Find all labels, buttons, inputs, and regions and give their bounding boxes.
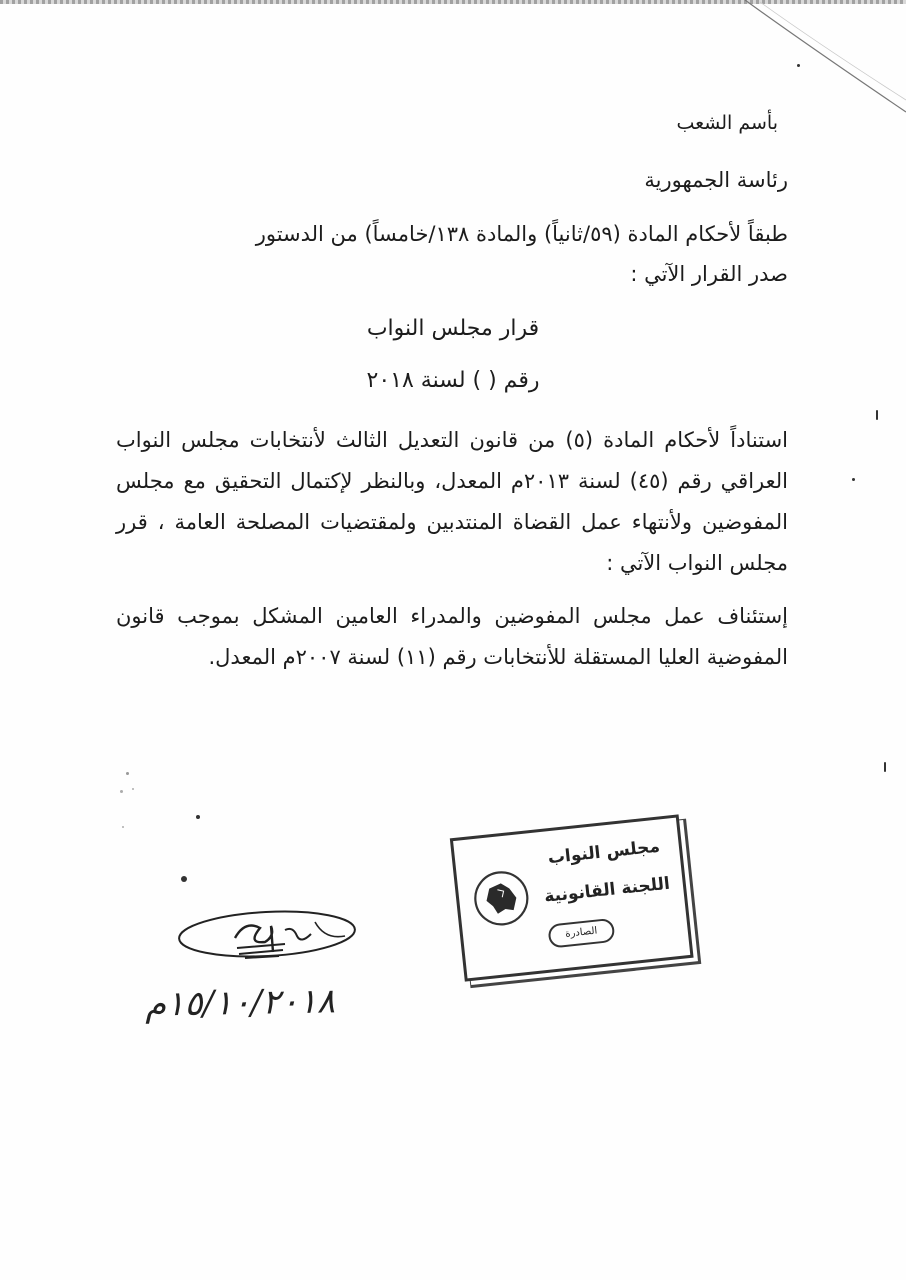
scan-speck <box>122 826 124 828</box>
issuer-heading: رئاسة الجمهورية <box>644 168 788 192</box>
paragraph-resolution: إستئناف عمل مجلس المفوضين والمدراء العامين المشكل بموجب قانون المفوضية العليا المستقلة للأنتخابات رقم (١١) لسنة ٢٠٠٧م المعدل. <box>116 604 788 669</box>
scan-speck <box>884 762 886 772</box>
decision-title <box>0 316 906 341</box>
scan-speck <box>126 772 129 775</box>
issued-decision-line: صدر القرار الآتي : <box>630 262 788 286</box>
stamp-line-committee: اللجنة القانونية <box>543 873 671 907</box>
stamp-line-parliament: مجلس النواب <box>546 836 661 869</box>
iraq-map-emblem-icon <box>469 866 533 930</box>
scan-speck <box>196 815 200 819</box>
handwritten-signature-icon <box>175 900 375 980</box>
stamp-badge-outgoing: الصادرة <box>547 918 615 949</box>
scan-speck <box>852 478 855 481</box>
scan-speck <box>797 64 800 67</box>
handwritten-date: ١٥/١٠/٢٠١٨م <box>144 981 336 1025</box>
official-stamp <box>450 814 694 987</box>
constitutional-basis: طبقاً لأحكام المادة (٥٩/ثانياً) والمادة ١٣٨/خامساً) من الدستور <box>255 222 788 246</box>
scan-speck <box>181 876 187 882</box>
scan-speck <box>132 788 134 790</box>
scan-speck <box>120 790 123 793</box>
decision-title-text: قرار مجلس النواب <box>366 316 540 341</box>
scan-speck <box>876 410 878 420</box>
decision-number: رقم ( ) لسنة ٢٠١٨ <box>366 368 540 393</box>
salutation: بأسم الشعب <box>676 112 778 134</box>
paragraph-preamble: استناداً لأحكام المادة (٥) من قانون التعديل الثالث لأنتخابات مجلس النواب العراقي رقم (٤٥) لسنة ٢٠١٣م المعدل، وبالنظر لإكتمال التحقيق مع مجلس المفوضين ولأنتهاء عمل القضاة المنتدبين ولمقتضيات المصلحة العامة ، قرر مجلس النواب الآتي : <box>116 428 788 575</box>
